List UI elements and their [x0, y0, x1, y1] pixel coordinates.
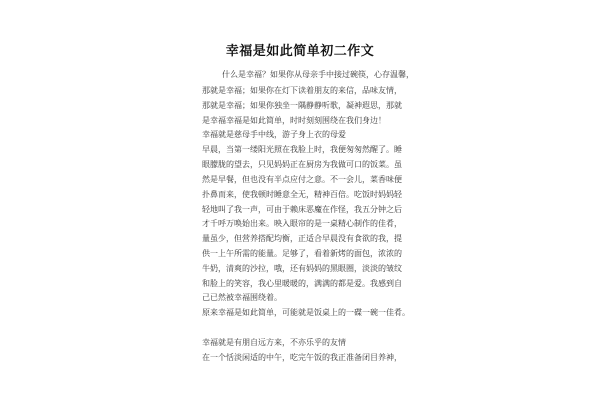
body-line: 然是早餐，但也没有半点应付之意。不一会儿，菜香味便: [202, 175, 402, 184]
body-line: 原来幸福是如此简单，可能就是饭桌上的一碟一碗一佳肴。: [202, 308, 410, 317]
body-line: 眼朦胧的望去，只见妈妈正在厨房为我做可口的饭菜。虽: [202, 160, 402, 169]
body-line: 扑鼻而来，使我顿时睡意全无，精神百倍。吃饭时妈妈轻: [202, 190, 402, 199]
body-line: 什么是幸福？如果你从母亲手中接过碗筷，心存温馨，: [222, 70, 414, 79]
body-line: 己已然被幸福围绕着。: [202, 293, 282, 302]
document-title: 幸福是如此简单初二作文: [225, 44, 375, 59]
body-line: 是幸福幸福是如此简单，时时刻刻围绕在我们身边！: [202, 116, 386, 125]
body-line: 量虽少，但营养搭配均衡，正适合早晨没有食欲的我，提: [202, 234, 402, 243]
section-heading: 幸福就是有朋自远方来，不亦乐乎的友情: [202, 338, 346, 347]
body-line: 牛奶，清爽的沙拉，哦，还有妈妈的黑眼圈，淡淡的皱纹: [202, 264, 402, 273]
body-line: 和脸上的笑容，我心里暖暖的，满满的都是爱。我感到自: [202, 279, 402, 288]
section-heading: 幸福就是慈母手中线，游子身上衣的母爱: [202, 130, 346, 139]
body-line: 才千呼万唤始出来。映入眼帘的是一桌精心制作的佳肴，: [202, 219, 402, 228]
body-line: 那就是幸福；如果你独坐一隅静静听歌，凝神遐思，那就: [202, 101, 402, 110]
body-line: 在一个恬淡闲适的中午，吃完午饭的我正准备闭目养神，: [202, 353, 402, 362]
body-line: 轻地叫了我一声，可由于赖床恶魔在作怪，我五分钟之后: [202, 205, 402, 214]
body-line: 那就是幸福；如果你在灯下读着朋友的来信，品味友情，: [202, 86, 402, 95]
body-line: 供一上午所需的能量。足够了，看着新烤的面包，浓浓的: [202, 249, 402, 258]
body-line: 早晨，当第一缕阳光照在我脸上时，我便匆匆然醒了。睡: [202, 145, 402, 154]
